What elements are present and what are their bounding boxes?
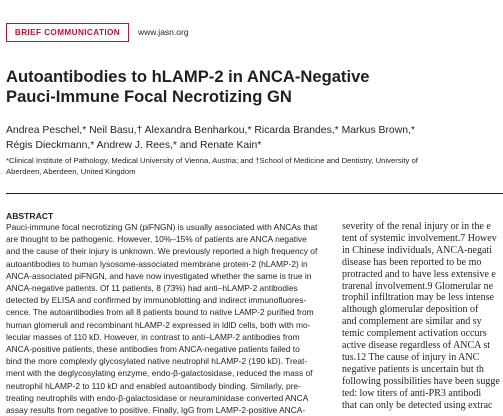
article-type-badge: BRIEF COMMUNICATION [6, 23, 129, 42]
abstract-line: Pauci-immune focal necrotizing GN (piFNGN) is usually associated with ANCAs that [6, 222, 318, 232]
body-text-column [342, 221, 503, 411]
body-text-line: although glomerular deposition of [342, 304, 479, 316]
abstract-line: autoantibodies to human lysosome-associated membrane protein-2 (hLAMP-2) in [6, 258, 308, 269]
abstract-body [6, 221, 333, 416]
body-text-line: following possibilities have been sugge [342, 375, 500, 387]
body-text-line: negative patients is uncertain but th [342, 363, 484, 375]
abstract-line: human glomeruli and recombinant hLAMP-2 expressed in ldlD cells, both with mo- [6, 319, 311, 330]
affiliation-line: *Clinical Institute of Pathology, Medical University of Vienna, Austria; and †School of Medicine and Dentistry, University of [6, 156, 418, 165]
article-title [6, 67, 503, 107]
abstract-line: ment with the deglycosylating enzyme, endo-β-galactosidase, reduced the mass of [6, 368, 313, 379]
abstract-line: treating neutrophils with endo-β-galactosidase or neuraminidase converted ANCA [6, 392, 309, 403]
title-line: Pauci-Immune Focal Necrotizing GN [6, 87, 292, 106]
abstract-line: neutrophil hLAMP-2 to 110 kD and enabled autoantibody binding. Similarly, pre- [6, 380, 301, 391]
affiliation-line: Aberdeen, Aberdeen, United Kingdom [6, 166, 136, 176]
body-text-line: that can only be detected using extrac [342, 399, 493, 411]
body-text-line: trophil infiltration may be less intense [342, 292, 494, 304]
body-text-line: temic complement activation occurs [342, 328, 487, 340]
abstract-line: assay results from negative to positive. Finally, IgG from LAMP-2-positive ANCA- [6, 405, 306, 416]
affiliations [6, 156, 501, 178]
abstract-heading: ABSTRACT [6, 211, 54, 221]
title-line: Autoantibodies to hLAMP-2 in ANCA-Negative [6, 67, 370, 86]
abstract-line: ANCA-associated piFNGN, and have now investigated whether the same is true in [6, 270, 312, 281]
abstract-line: lecular masses of 110 kD. However, in contrast to anti–LAMP-2 antibodies from [6, 331, 300, 342]
abstract-line: bind the more complexly glycosylated native neutrophil hLAMP-2 (190 kD). Treat- [6, 356, 308, 367]
body-text-line: disease has been reported to be mo [342, 256, 482, 268]
body-text-line: severity of the renal injury or in the e [342, 221, 491, 232]
body-text-line: tus.12 The cause of injury in ANC [342, 351, 480, 363]
body-text-line: and complement are similar and sy [342, 316, 482, 328]
author-line: Andrea Peschel,* Neil Basu,† Alexandra Benharkou,* Ricarda Brandes,* Markus Brown,* [6, 125, 415, 136]
abstract-line: detected by ELISA and confirmed by immunoblotting and indirect immunofluores- [6, 295, 307, 306]
abstract-line: are thought to be pathogenic. However, 10%–15% of patients are ANCA negative [6, 234, 307, 245]
body-text-line: in Chinese individuals, ANCA-negati [342, 244, 492, 256]
abstract-line: ANCA-positive patients, these antibodies from ANCA-negative patients failed to [6, 344, 300, 355]
section-divider [6, 193, 503, 194]
abstract-line: and the cause of their injury is unknown. We previously reported a high frequency of [6, 246, 318, 257]
abstract-line: ANCA-negative patients. Of 11 patients, 8 (73%) had anti–hLAMP-2 antibodies [6, 283, 298, 294]
author-list [6, 124, 496, 153]
author-line: Régis Dieckmann,* Andrew J. Rees,* and Renate Kain* [6, 139, 262, 151]
body-text-line: tent of systemic involvement.7 Howev [342, 232, 497, 244]
journal-website[interactable]: www.jasn.org [138, 27, 189, 37]
abstract-line: cence. The autoantibodies from all 8 patients bound to native LAMP-2 purified from [6, 307, 314, 318]
body-text-line: ted: low titers of anti-PR3 antibodi [342, 387, 482, 399]
body-text-line: protracted and to have less extensive e [342, 268, 496, 280]
body-text-line: active disease regardless of ANCA st [342, 340, 491, 352]
body-text-line: trarenal involvement.9 Glomerular ne [342, 280, 494, 292]
